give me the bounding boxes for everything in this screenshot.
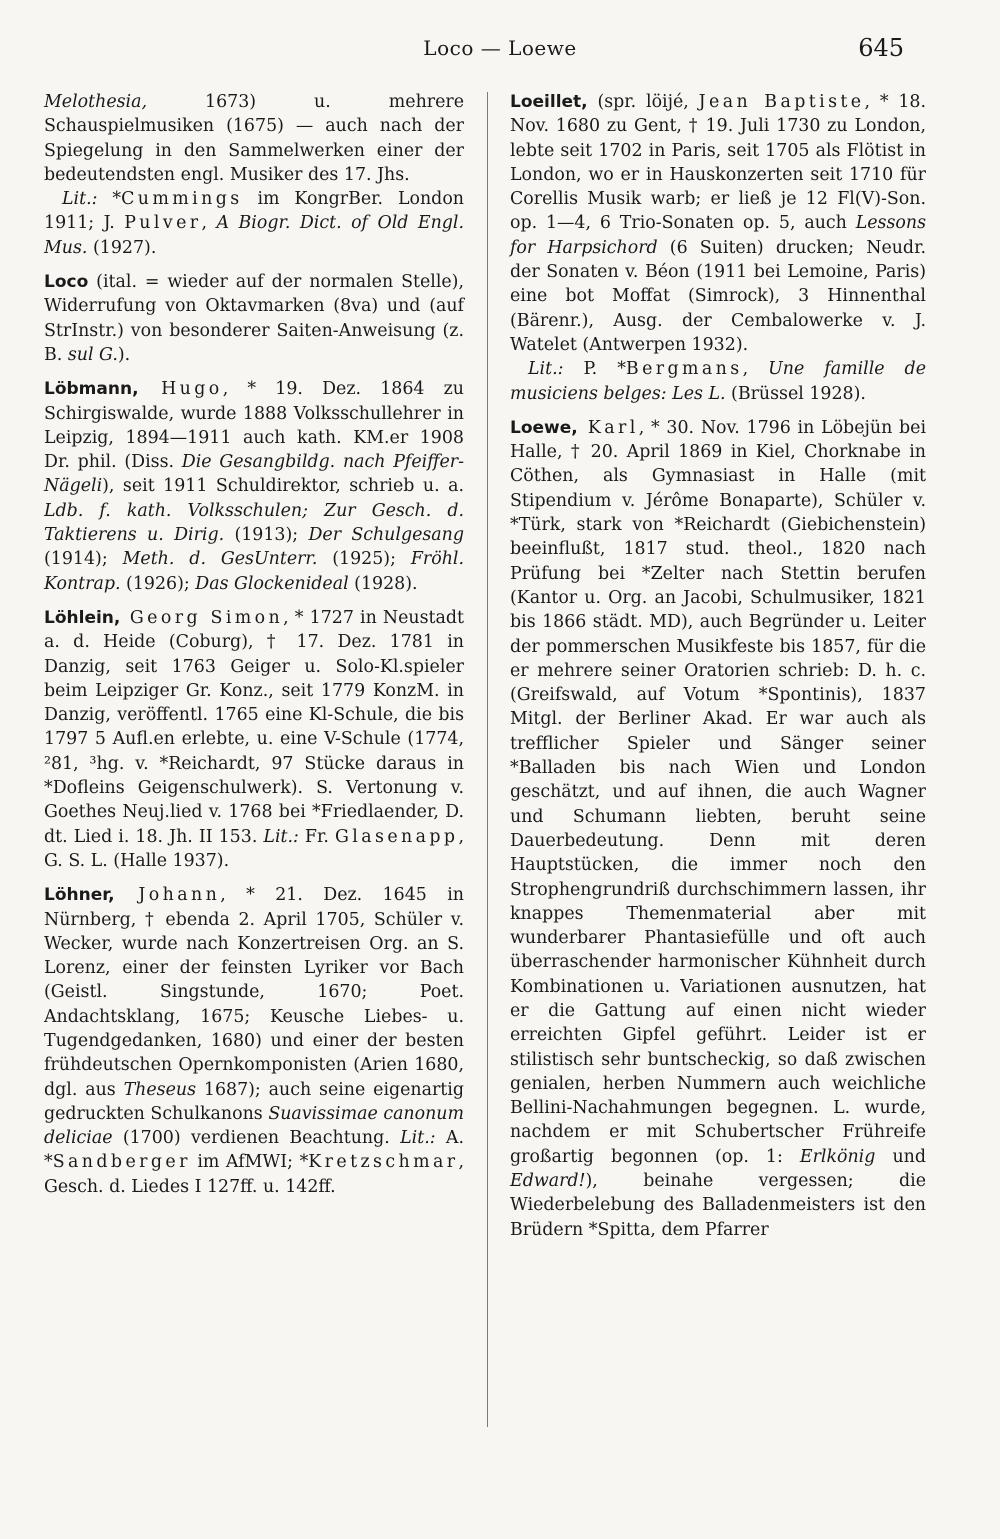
entry-text: und [875, 1146, 926, 1167]
headword: Loco [44, 272, 89, 293]
work-title: Meth. d. GesUnterr. [122, 549, 318, 570]
entry-continuation [44, 90, 464, 260]
right-column [510, 90, 926, 1252]
author-name: Pulver [124, 213, 202, 234]
work-title: Ldb. f. kath. Volksschulen; Zur Gesch. d. Taktierens u. Dirig. [44, 500, 464, 546]
entry-loeillet [510, 90, 926, 406]
lit-label: Lit.: [62, 189, 98, 210]
lit-label: Lit.: [263, 826, 299, 847]
work-title: Edward! [510, 1171, 586, 1192]
entry-text: (1928). [348, 573, 418, 594]
person-name: Jean Baptiste [698, 92, 865, 112]
author-name: Sandberger [52, 1152, 191, 1173]
headword: Löhlein, [44, 607, 121, 628]
entry-text: , * 18. Nov. 1680 zu Gent, † 19. Juli 1730 zu London, lebte seit 1702 in Paris, seit 1705 als Flötist in London, wo er in Hauskonzerten seit 1710 für Corellis Musik warb; er ließ je 12 Fl(V)-Son. op. 1—4, 6 Trio-Sonaten op. 5, auch [510, 92, 926, 234]
work-title: sul G. [67, 344, 118, 365]
entry-text: (spr. löijé, [587, 92, 699, 112]
work-title: Une famille de musiciens belges: Les L. [510, 359, 926, 404]
entry-text: , * 1727 in Neustadt a. d. Heide (Coburg), † 17. Dez. 1781 in Danzig, seit 1763 Geiger u. Solo-Kl.spieler beim Leipziger Gr. Konz., seit 1779 KonzM. in Danzig, veröffentl. 1765 eine Kl-Schule, die bis 1797 5 Aufl.en erlebte, u. eine V-Schule (1774, ²81, ³hg. v. *Reichardt, 97 Stücke daraus in *Dofleins Geigenschulwerk). S. Vertonung v. Goethes Neuj.lied v. 1768 bei *Friedlaender, D. dt. Lied i. 18. Jh. II 153. [44, 607, 465, 847]
entry-text: Melothesia, [44, 92, 147, 112]
entry-text: , [201, 213, 217, 234]
entry-text: (1914); [44, 549, 123, 570]
work-title: Lessons for Harpsichord [510, 213, 926, 258]
person-name: Karl [577, 417, 639, 438]
headword: Löbmann, [44, 379, 139, 400]
work-title: Theseus [123, 1079, 197, 1100]
entry-text: (1700) verdienen Beachtung. [112, 1128, 401, 1149]
entry-text: im KongrBer. London 1911; J. [44, 189, 464, 234]
column-divider [487, 92, 488, 1427]
person-name: Hugo [138, 379, 223, 400]
running-header [0, 34, 1000, 64]
entry-text: im AfMWI; * [190, 1152, 309, 1173]
entry-text: (1913); [224, 525, 309, 546]
entry-text: A. * [44, 1128, 464, 1173]
author-name: Kretzschmar [308, 1152, 459, 1173]
entry-text: ), seit 1911 Schuldirektor, schrieb u. a. [102, 476, 464, 497]
entry-text: (1926); [120, 573, 196, 594]
headword: Löhner, [44, 885, 115, 906]
entry-text: 1673) u. mehrere Schauspielmusiken (1675) — auch nach der Spiegelung in den Sammelwerken einer der bedeutendsten engl. Musiker des 17. Jhs. [44, 92, 464, 185]
entry-text: (1925); [317, 549, 411, 570]
running-title: Loco — Loewe [423, 36, 577, 60]
entry-text: ), beinahe vergessen; die Wiederbelebung des Balladenmeisters ist den Brüdern *Spitta, dem Pfarrer [510, 1171, 926, 1240]
person-name: Georg Simon [120, 607, 284, 628]
entry-text: 1687); auch seine eigenartig gedruckten Schulkanons [44, 1079, 464, 1124]
work-title: Fröhl. Kontrap. [44, 549, 464, 594]
entry-text: , * 21. Dez. 1645 in Nürnberg, † ebenda 2. April 1705, Schüler v. Wecker, wurde nach Konzertreisen Org. an S. Lorenz, einer der feinsten Lyriker vor Bach (Geistl. Singstunde, 1670; Poet. Andachtsklang, 1675; Keusche Liebes- u. Tugendgedanken, 1680) und einer der besten frühdeutschen Opernkomponisten (Arien 1680, dgl. aus [44, 885, 464, 1100]
entry-loco [44, 270, 464, 367]
entry-text: (Brüssel 1928). [725, 383, 866, 404]
entry-loehlein [44, 606, 464, 873]
entry-text: , * 19. Dez. 1864 zu Schirgiswalde, wurde 1888 Volksschullehrer in Leipzig, 1894—1911 auch kath. KM.er 1908 Dr. phil. (Diss. [44, 379, 464, 473]
work-title: Erlkönig [799, 1146, 876, 1167]
work-title: Suavissimae canonum deliciae [44, 1103, 464, 1149]
entry-text: P. * [563, 359, 626, 380]
entry-text: (ital. = wieder auf der normalen Stelle), Widerrufung von Oktavmarken (8va) und (auf StrInstr.) von besonderer Saiten-Anweisung (z. B. [44, 272, 464, 365]
work-title: A Biogr. Dict. of Old Engl. Mus. [44, 213, 464, 258]
entry-loehner [44, 883, 464, 1199]
headword: Loeillet, [510, 92, 588, 112]
page-number: 645 [858, 34, 904, 62]
entry-text: , * 30. Nov. 1796 in Löbejün bei Halle, † 20. April 1869 in Kiel, Chorknabe in Cöthen, als Gymnasiast in Halle (mit Stipendium v. Jérôme Bonaparte), Schüler v. *Türk, stark von *Reichardt (Giebichenstein) beeinflußt, 1817 stud. theol., 1820 nach Prüfung bei *Zelter nach Stettin berufen (Kantor u. Org. an Jacobi, Schulmusiker, 1821 bis 1866 städt. MD), auch Begründer u. Leiter der pommerschen Musikfeste bis 1857, für die er mehrere seiner Oratorien schrieb: D. h. c. (Greifswald, auf Votum *Spontinis), 1837 Mitgl. der Berliner Akad. Er war auch als trefflicher Spieler und Sänger seiner *Balladen bis nach Wien und London geschätzt, und auf ihnen, die auch Wagner und Schumann liebten, beruht seine Dauerbedeutung. Denn mit deren Hauptstücken, die immer noch den Strophengrundriß durchschimmern lassen, ihr knappes Themenmaterial aber mit wunderbarer Phantasiefülle und oft auch überraschender harmonischer Kühnheit durch Kombinationen u. Variationen ausnutzen, hat er die Gattung auf einen nicht wieder erreichten Gipfel geführt. Leider ist er stilistisch sehr buntscheckig, so daß zwischen genialen, herben Nummern auch weichliche Bellini-Nachahmungen begegnen. L. wurde, nachdem er mit Schubertscher Frühreife großartig begonnen (op. 1: [510, 417, 927, 1167]
entry-loebmann [44, 377, 464, 596]
left-column [44, 90, 464, 1209]
work-title: Die Gesangbildg. nach Pfeiffer-Nägeli [44, 452, 464, 497]
lit-label: Lit.: [400, 1128, 436, 1149]
author-name: Glasenapp [334, 826, 459, 847]
entry-text: * [97, 189, 122, 210]
entry-text: , G. S. L. (Halle 1937). [44, 826, 464, 871]
entry-text: ). [117, 344, 131, 365]
lit-label: Lit.: [528, 359, 564, 380]
headword: Loewe, [510, 417, 578, 438]
entry-text: (1927). [87, 237, 157, 258]
author-name: Bergmans [625, 359, 743, 380]
entry-text: , [742, 359, 769, 380]
entry-text: (6 Suiten) drucken; Neudr. der Sonaten v. Béon (1911 bei Lemoine, Paris) eine bot Moffat (Simrock), 3 Hinnenthal (Bärenr.), Ausg. der Cembalowerke v. J. Watelet (Antwerpen 1932). [510, 237, 926, 355]
entry-loewe [510, 416, 926, 1242]
work-title: Der Schulgesang [308, 525, 464, 546]
entry-text: , Gesch. d. Liedes I 127ff. u. 142ff. [44, 1152, 464, 1197]
work-title: Das Glockenideal [195, 573, 349, 594]
entry-text: Fr. [298, 826, 335, 847]
author-name: Cummings [121, 189, 243, 210]
person-name: Johann [114, 885, 221, 906]
